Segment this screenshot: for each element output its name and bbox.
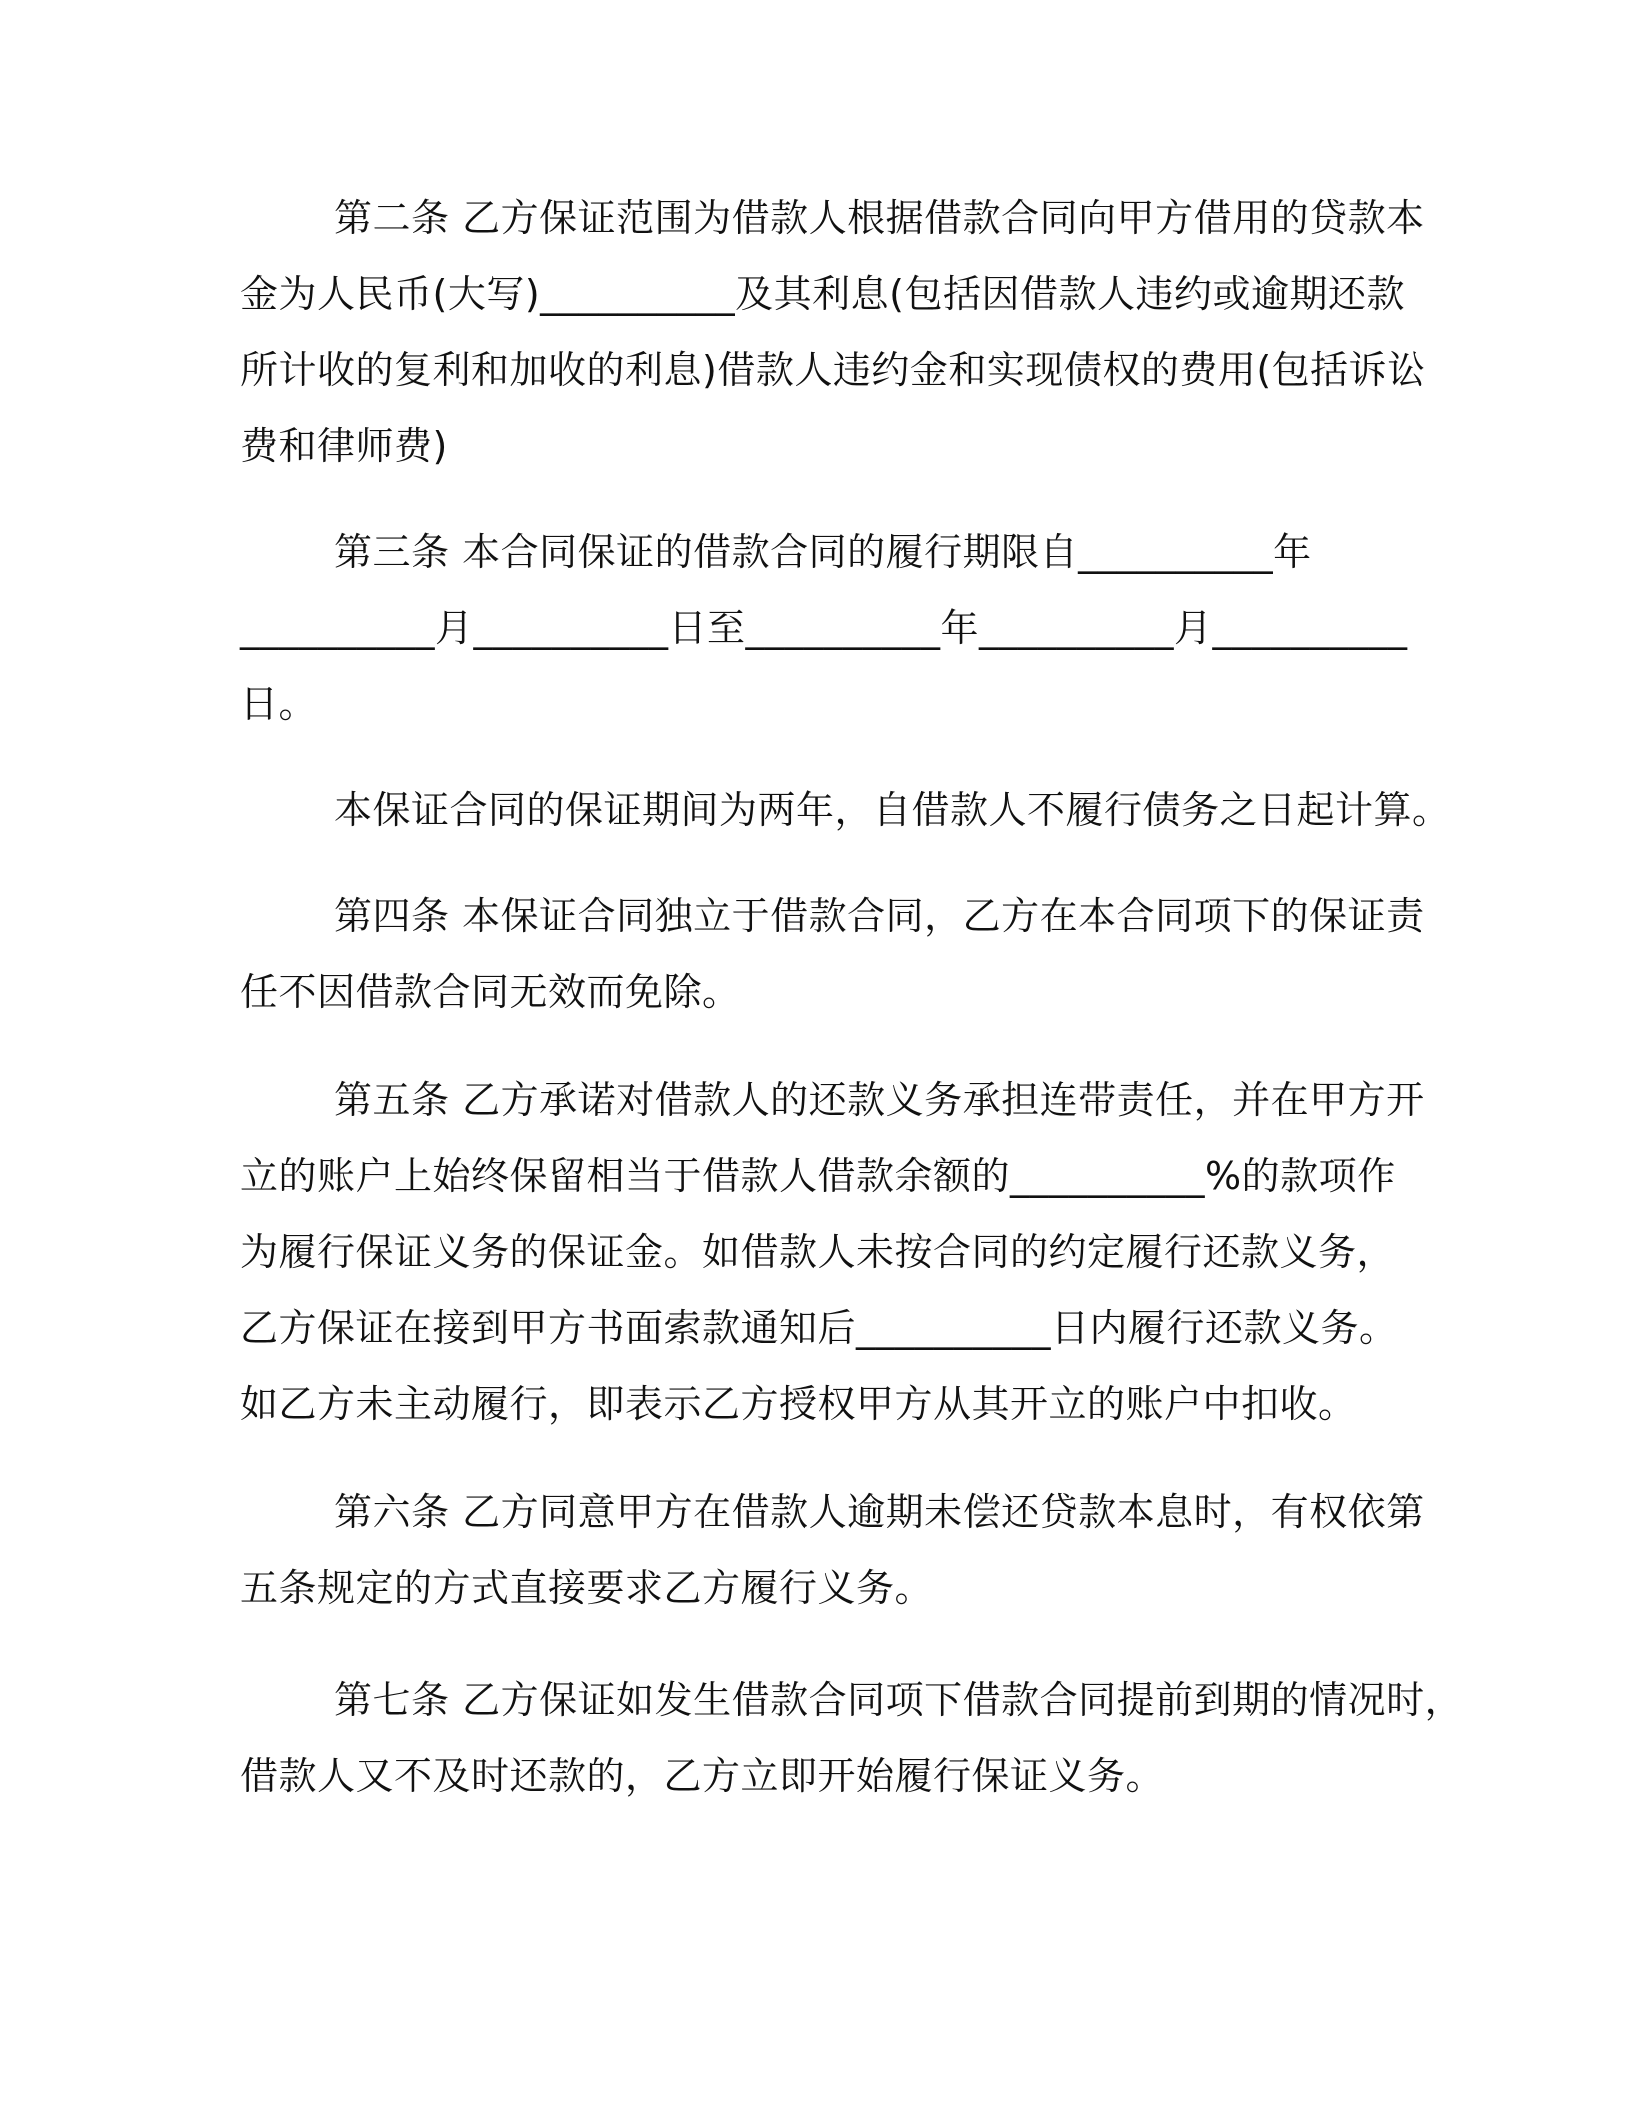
text-line: 如乙方未主动履行，即表示乙方授权甲方从其开立的账户中扣收。 — [240, 1382, 1357, 1426]
article-4-paragraph — [240, 878, 1425, 1030]
text-line: 乙方保证在接到甲方书面索款通知后__________日内履行还款义务。 — [240, 1306, 1398, 1350]
article-7-paragraph — [240, 1662, 1464, 1814]
text-line: 本保证合同的保证期间为两年，自借款人不履行债务之日起计算。 — [334, 788, 1451, 832]
article-2-paragraph — [240, 180, 1426, 484]
text-line: 费和律师费) — [240, 424, 448, 468]
article-3-paragraph — [240, 514, 1408, 742]
text-line: 立的账户上始终保留相当于借款人借款余额的__________%的款项作 — [240, 1154, 1396, 1198]
text-line: 第七条 乙方保证如发生借款合同项下借款合同提前到期的情况时， — [334, 1678, 1464, 1722]
text-line: 为履行保证义务的保证金。如借款人未按合同的约定履行还款义务， — [240, 1230, 1396, 1274]
text-line: 任不因借款合同无效而免除。 — [240, 970, 741, 1014]
text-line: 第四条 本保证合同独立于借款合同，乙方在本合同项下的保证责 — [334, 894, 1425, 938]
text-line: 日。 — [240, 682, 318, 726]
text-line: 所计收的复利和加收的利息)借款人违约金和实现债权的费用(包括诉讼 — [240, 348, 1426, 392]
text-line: 五条规定的方式直接要求乙方履行义务。 — [240, 1566, 934, 1610]
text-line: __________月__________日至__________年__________月__________ — [240, 606, 1408, 650]
text-line: 第二条 乙方保证范围为借款人根据借款合同向甲方借用的贷款本 — [334, 196, 1425, 240]
text-line: 第三条 本合同保证的借款合同的履行期限自__________年 — [334, 530, 1312, 574]
text-line: 借款人又不及时还款的，乙方立即开始履行保证义务。 — [240, 1754, 1165, 1798]
text-line: 第五条 乙方承诺对借款人的还款义务承担连带责任，并在甲方开 — [334, 1078, 1425, 1122]
text-line: 金为人民币(大写)__________及其利息(包括因借款人违约或逾期还款 — [240, 272, 1405, 316]
guarantee-period-paragraph — [240, 772, 1451, 848]
article-6-paragraph — [240, 1474, 1425, 1626]
article-5-paragraph — [240, 1062, 1425, 1442]
text-line: 第六条 乙方同意甲方在借款人逾期未偿还贷款本息时，有权依第 — [334, 1490, 1425, 1534]
